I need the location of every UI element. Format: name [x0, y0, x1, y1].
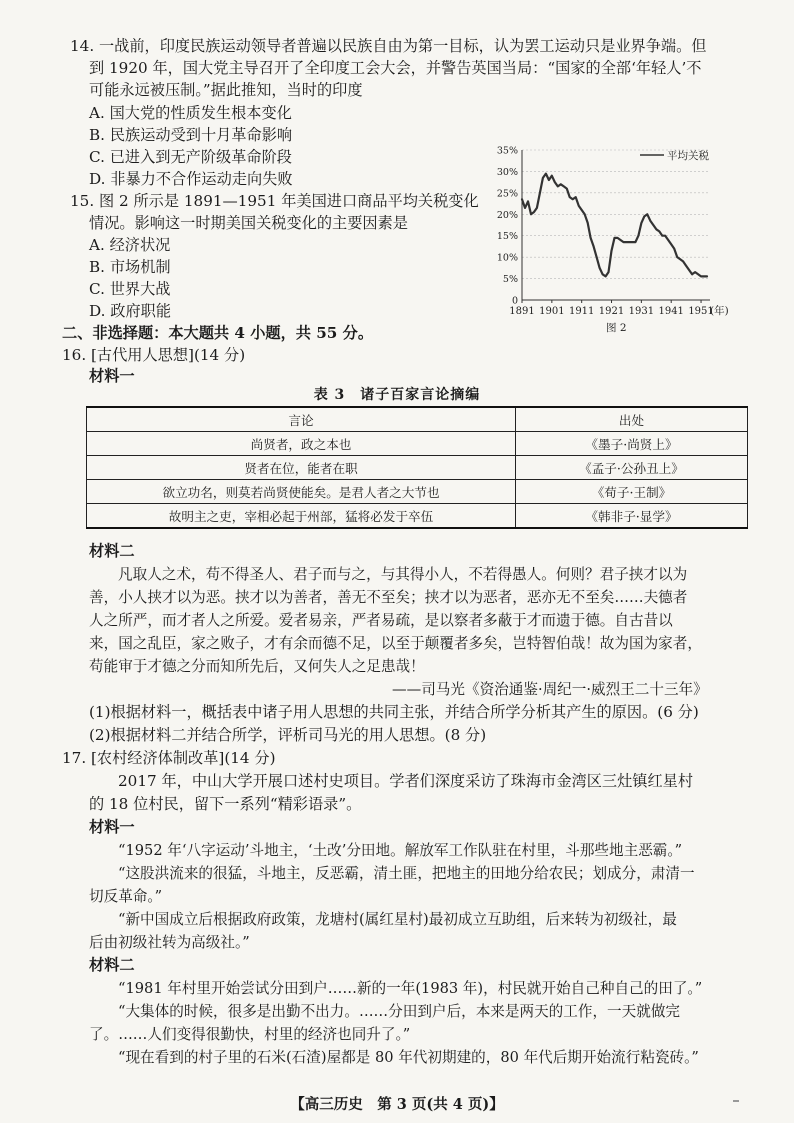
- q14-option-d[interactable]: D. 非暴力不合作运动走向失败: [89, 170, 293, 188]
- q15-stem-line-1: 15. 图 2 所示是 1891—1951 年美国进口商品平均关税变化: [70, 192, 479, 210]
- q15-option-d[interactable]: D. 政府职能: [89, 302, 172, 320]
- q17-intro-line-2: 的 18 位村民，留下一系列“精彩语录”。: [89, 795, 362, 813]
- y-tick-label: 5%: [502, 274, 518, 286]
- y-tick-label: 20%: [496, 209, 518, 221]
- q16-material-2-line-4: 来，国之乱臣，家之败子，才有余而德不足，以至于颠覆者多矣，岂特智伯哉！故为国为家者，: [89, 635, 702, 652]
- q16-question-2: (2)根据材料二并结合所学，评析司马光的用人思想。(8 分): [89, 726, 487, 744]
- q16-heading: 16. [古代用人思想](14 分): [62, 346, 246, 364]
- x-axis-unit-label: (年): [710, 305, 729, 317]
- x-tick-label: 1911: [568, 306, 595, 317]
- q16-question-1: (1)根据材料一，概括表中诸子用人思想的共同主张，并结合所学分析其产生的原因。(6 分): [89, 703, 699, 721]
- table-cell-quote: 故明主之吏，宰相必起于州部，猛将必发于卒伍: [87, 504, 516, 529]
- table-header-source: 出处: [516, 407, 748, 432]
- table-header-row: [87, 407, 748, 432]
- x-tick-label: 1901: [539, 306, 565, 317]
- x-tick-label: 1921: [598, 306, 625, 317]
- table-row: [87, 456, 748, 480]
- q16-material-2-line-1: 凡取人之术，苟不得圣人、君子而与之，与其得小人，不若得愚人。何则？君子挟才以为: [118, 566, 688, 583]
- series-line-average-tariff: [522, 174, 707, 277]
- q17-material-2-line-3: 了。……人们变得很勤快，村里的经济也同升了。”: [89, 1026, 411, 1043]
- table-cell-source: 《荀子·王制》: [516, 480, 748, 504]
- x-tick-label: 1891: [509, 306, 535, 317]
- table-header-quote: 言论: [87, 407, 516, 432]
- q17-material-1-line-2: “这股洪流来的很猛，斗地主，反恶霸，清土匪，把地主的田地分给农民；划成分，肃清一: [118, 865, 695, 882]
- q17-material-1-line-4: “新中国成立后根据政府政策，龙塘村(属红星村)最初成立互助组，后来转为初级社，最: [118, 911, 677, 928]
- q16-material-2-source: ——司马光《资治通鉴·周纪一·威烈王二十三年》: [392, 681, 708, 698]
- table-cell-source: 《孟子·公孙丑上》: [516, 456, 748, 480]
- quotes-table: [86, 406, 748, 529]
- q17-material-2-label: 材料二: [89, 956, 135, 974]
- q15-option-b[interactable]: B. 市场机制: [89, 258, 171, 276]
- q17-material-1-line-5: 后由初级社转为高级社。”: [89, 934, 250, 951]
- table-cell-quote: 贤者在位，能者在职: [87, 456, 516, 480]
- table-cell-source: 《墨子·尚贤上》: [516, 432, 748, 456]
- q17-intro-line-1: 2017 年，中山大学开展口述村史项目。学者们深度采访了珠海市金湾区三灶镇红星村: [118, 772, 694, 790]
- x-tick-label: 1931: [628, 306, 655, 317]
- q16-material-2-line-5: 苟能审于才德之分而知所先后，又何失人之足患哉！: [89, 658, 425, 675]
- table-3-title: 表 3 诸子百家言论摘编: [313, 387, 481, 403]
- section-2-heading: 二、非选择题：本大题共 4 小题，共 55 分。: [62, 324, 374, 342]
- q16-material-2-line-3: 人之所严，而才者人之所爱。爱者易亲，严者易疏，是以察者多蔽于才而遗于德。自古昔以: [89, 612, 673, 629]
- q17-material-1-line-3: 切反革命。”: [89, 888, 163, 905]
- q17-material-1-line-1: “1952 年‘八字运动’斗地主，‘土改’分田地。解放军工作队驻在村里，斗那些地主恶霸。”: [118, 842, 683, 859]
- q16-material-2-line-2: 善，小人挟才以为恶。挟才以为善者，善无不至矣；挟才以为恶者，恶亦无不至矣……夫德者: [89, 589, 688, 606]
- table-row: [87, 480, 748, 504]
- q15-option-c[interactable]: C. 世界大战: [89, 280, 171, 298]
- q15-option-a[interactable]: A. 经济状况: [89, 236, 171, 254]
- q14-option-a[interactable]: A. 国大党的性质发生根本变化: [89, 104, 292, 122]
- y-tick-label: 30%: [496, 166, 518, 178]
- table-row: [87, 504, 748, 529]
- q16-material-2-label: 材料二: [89, 542, 135, 560]
- q15-stem-line-2: 情况。影响这一时期美国关税变化的主要因素是: [89, 214, 408, 232]
- table-row: [87, 432, 748, 456]
- q17-material-2-line-1: “1981 年村里开始尝试分田到户……新的一年(1983 年)，村民就开始自己种自己的田了。”: [118, 980, 703, 997]
- q17-heading: 17. [农村经济体制改革](14 分): [62, 749, 276, 767]
- chart-caption: 图 2: [606, 322, 627, 334]
- q17-material-2-line-2: “大集体的时候，很多是出勤不出力。……分田到户后，本来是两天的工作，一天就做完: [118, 1003, 681, 1020]
- legend-label: 平均关税: [667, 150, 709, 162]
- q14-option-b[interactable]: B. 民族运动受到十月革命影响: [89, 126, 293, 144]
- page-footer: 【高三历史 第 3 页(共 4 页)】: [290, 1096, 504, 1113]
- x-tick-label: 1951: [688, 306, 714, 317]
- tariff-line-chart: [488, 140, 740, 336]
- y-tick-label: 15%: [496, 231, 518, 243]
- x-tick-label: 1941: [658, 306, 684, 317]
- q14-stem-line-1: 14. 一战前，印度民族运动领导者普遍以民族自由为第一目标，认为罢工运动只是业界争端。但: [70, 37, 707, 55]
- q16-material-1-label: 材料一: [89, 367, 135, 385]
- table-cell-quote: 尚贤者，政之本也: [87, 432, 516, 456]
- q14-option-c[interactable]: C. 已进入到无产阶级革命阶段: [89, 148, 292, 166]
- table-cell-quote: 欲立功名，则莫若尚贤使能矣。是君人者之大节也: [87, 480, 516, 504]
- q17-material-2-line-4: “现在看到的村子里的石米(石渣)屋都是 80 年代初期建的，80 年代后期开始流行粘瓷砖。”: [118, 1049, 699, 1066]
- y-tick-label: 35%: [496, 145, 518, 157]
- q17-material-1-label: 材料一: [89, 818, 135, 836]
- y-tick-label: 10%: [496, 252, 518, 264]
- q14-stem-line-3: 可能永远被压制。”据此推知，当时的印度: [89, 81, 363, 99]
- y-tick-label: 25%: [496, 188, 518, 200]
- table-cell-source: 《韩非子·显学》: [516, 504, 748, 529]
- q14-stem-line-2: 到 1920 年，国大党主导召开了全印度工会大会，并警告英国当局：“国家的全部‘年轻人’不: [89, 59, 702, 77]
- y-tick-label: 0: [511, 295, 518, 307]
- scan-mark: [733, 1100, 739, 1102]
